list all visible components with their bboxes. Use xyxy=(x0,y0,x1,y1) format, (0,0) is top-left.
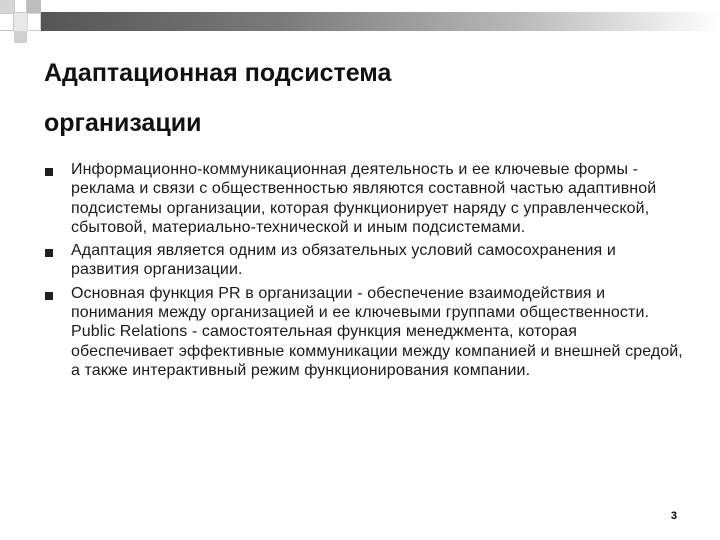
page-number: 3 xyxy=(670,510,677,522)
square-bullet-icon xyxy=(45,168,53,176)
decor-square xyxy=(14,0,27,13)
slide-title-line: организации xyxy=(44,109,202,137)
title-gradient-bar xyxy=(41,12,720,31)
decor-square xyxy=(0,13,14,31)
square-bullet-icon xyxy=(45,249,53,257)
bullet-text: Информационно-коммуникационная деятельность и ее ключевые формы - реклама и связи с общественностью являются составной частью адаптивной подсистемы организации, которая функционирует наряду с управленческой, сбытовой, материально-технической и иным подсистемами. xyxy=(71,161,657,236)
bullet-item xyxy=(44,241,684,280)
slide-title xyxy=(44,48,684,148)
decor-square xyxy=(27,0,41,13)
decor-square xyxy=(14,31,27,43)
bullet-text: Основная функция PR в организации - обеспечение взаимодействия и понимания между организацией и ее ключевыми группами общественности. Public Relations - самостоятельная функция менеджмента, которая обеспечивает эффективные коммуникации между компанией и внешней средой, а также интерактивный режим функционирования компании. xyxy=(71,284,683,379)
decor-square xyxy=(14,13,27,31)
bullet-item xyxy=(44,160,684,237)
slide-title-line: Адаптационная подсистема xyxy=(44,59,392,87)
square-bullet-icon xyxy=(45,292,53,300)
bullet-item xyxy=(44,284,684,380)
bullet-text: Адаптация является одним из обязательных условий самосохранения и развития организации. xyxy=(71,242,616,279)
bullet-list xyxy=(44,160,684,384)
decor-square xyxy=(0,0,14,13)
decor-square xyxy=(27,13,41,31)
